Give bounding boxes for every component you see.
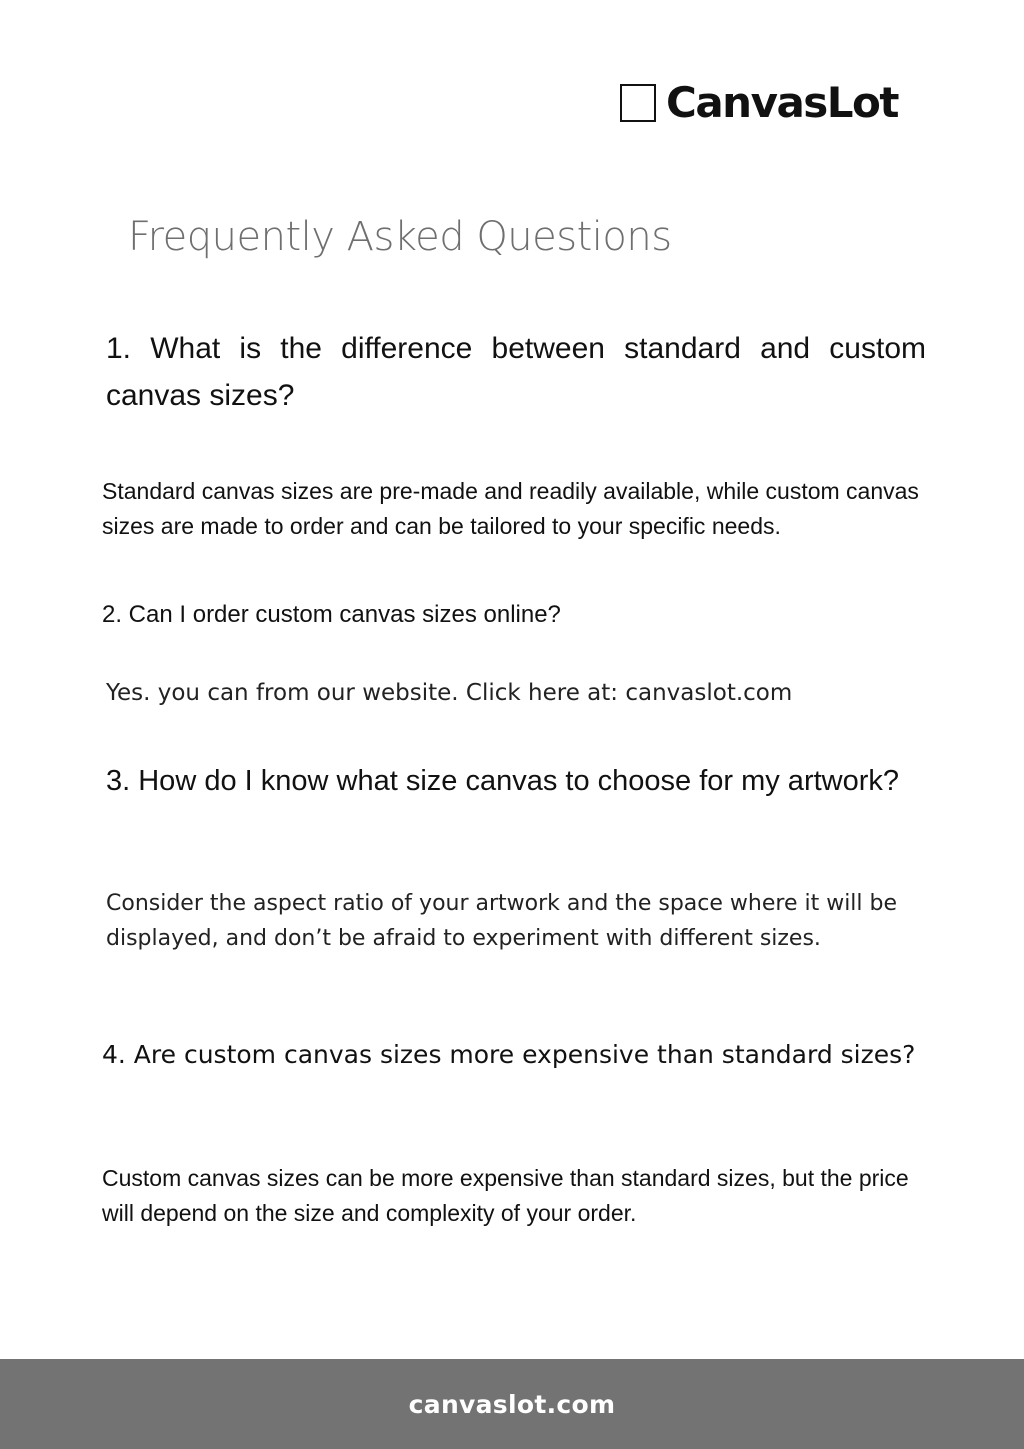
faq-question-4: 4. Are custom canvas sizes more expensive than standard sizes? <box>102 1040 916 1069</box>
faq-question-2: 2. Can I order custom canvas sizes online? <box>102 601 561 628</box>
faq-answer-4: Custom canvas sizes can be more expensive than standard sizes, but the price will depend on the size and complexity of your order. <box>102 1165 909 1226</box>
faq-answer-3: Consider the aspect ratio of your artwork and the space where it will be displayed, and don’t be afraid to experiment with different sizes. <box>106 891 898 951</box>
faq-question-1: 1. What is the difference between standard and custom canvas sizes? <box>106 332 926 412</box>
faq-question-3: 3. How do I know what size canvas to choose for my artwork? <box>106 765 900 797</box>
footer-url: canvaslot.com <box>408 1389 616 1419</box>
page-title: Frequently Asked Questions <box>128 214 672 260</box>
footer-bar <box>0 1359 1024 1449</box>
logo-square-icon <box>620 84 656 122</box>
brand-name: CanvasLot <box>666 78 898 127</box>
faq-answer-1: Standard canvas sizes are pre-made and readily available, while custom canvas sizes are made to order and can be tailored to your specific needs. <box>102 478 919 539</box>
brand-logo <box>620 78 898 128</box>
faq-answer-2: Yes. you can from our website. Click here at: canvaslot.com <box>106 680 793 706</box>
